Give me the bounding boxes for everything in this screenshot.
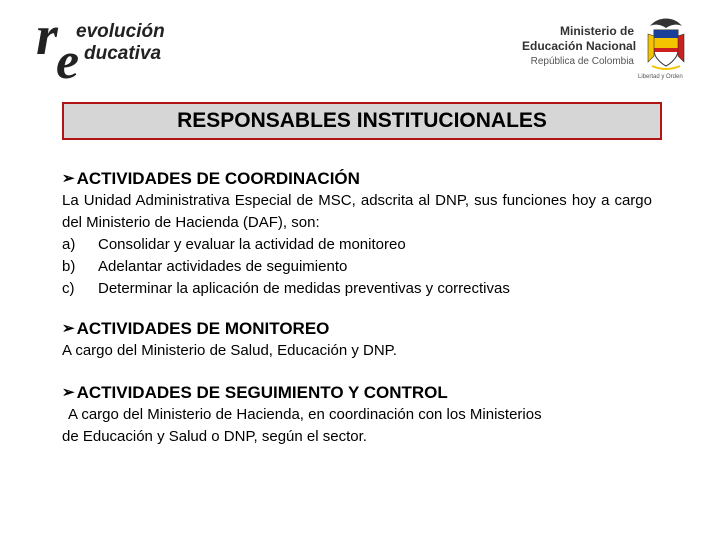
logo-letter-e: e	[56, 33, 80, 90]
section-paragraph-seguimiento-line-2: de Educación y Salud o DNP, según el sector.	[62, 428, 367, 445]
arrow-bullet-icon: ➢	[62, 320, 75, 337]
arrow-bullet-icon: ➢	[62, 384, 75, 401]
list-marker: a)	[62, 236, 76, 253]
title-bar	[62, 102, 662, 140]
section-paragraph-coordinacion: La Unidad Administrativa Especial de MSC, adscrita al DNP, sus funciones hoy a cargo del Ministerio de Hacienda (DAF), son:	[62, 192, 652, 231]
logo-word-educativa: ducativa	[84, 43, 162, 64]
ministerio-line-2: Educación Nacional	[522, 39, 637, 53]
arrow-bullet-icon: ➢	[62, 170, 75, 187]
ministerio-motto: Libertad y Orden	[638, 74, 683, 80]
section-heading-coordinacion	[62, 168, 652, 190]
section-paragraph-seguimiento-line-1: A cargo del Ministerio de Hacienda, en coordinación con los Ministerios	[68, 406, 542, 423]
list-item-text: Consolidar y evaluar la actividad de monitoreo	[98, 236, 406, 253]
logo-letter-r: r	[36, 5, 58, 67]
list-marker: c)	[62, 280, 75, 297]
ministerio-line-1: Ministerio de	[559, 24, 634, 38]
colombia-coat-of-arms-icon	[644, 16, 688, 72]
ministerio-name	[522, 24, 637, 69]
list-item	[62, 278, 652, 300]
content-body	[62, 168, 652, 448]
page-title: RESPONSABLES INSTITUCIONALES	[177, 109, 547, 132]
list-item	[62, 256, 652, 278]
section-heading-seguimiento	[62, 382, 652, 404]
list-marker: b)	[62, 258, 76, 275]
section-heading-text: ACTIVIDADES DE COORDINACIÓN	[76, 169, 360, 188]
logo-word-evolucion: evolución	[76, 21, 165, 42]
section-heading-text: ACTIVIDADES DE SEGUIMIENTO Y CONTROL	[76, 383, 448, 402]
revolucion-educativa-logo	[36, 5, 186, 90]
section-paragraph-monitoreo: A cargo del Ministerio de Salud, Educación y DNP.	[62, 342, 397, 359]
section-heading-text: ACTIVIDADES DE MONITOREO	[76, 319, 330, 338]
ministerio-logo	[492, 12, 692, 88]
list-item-text: Determinar la aplicación de medidas preventivas y correctivas	[98, 280, 510, 297]
ministerio-line-3: República de Colombia	[530, 56, 634, 67]
list-item	[62, 234, 652, 256]
section-heading-monitoreo	[62, 318, 652, 340]
list-item-text: Adelantar actividades de seguimiento	[98, 258, 348, 275]
